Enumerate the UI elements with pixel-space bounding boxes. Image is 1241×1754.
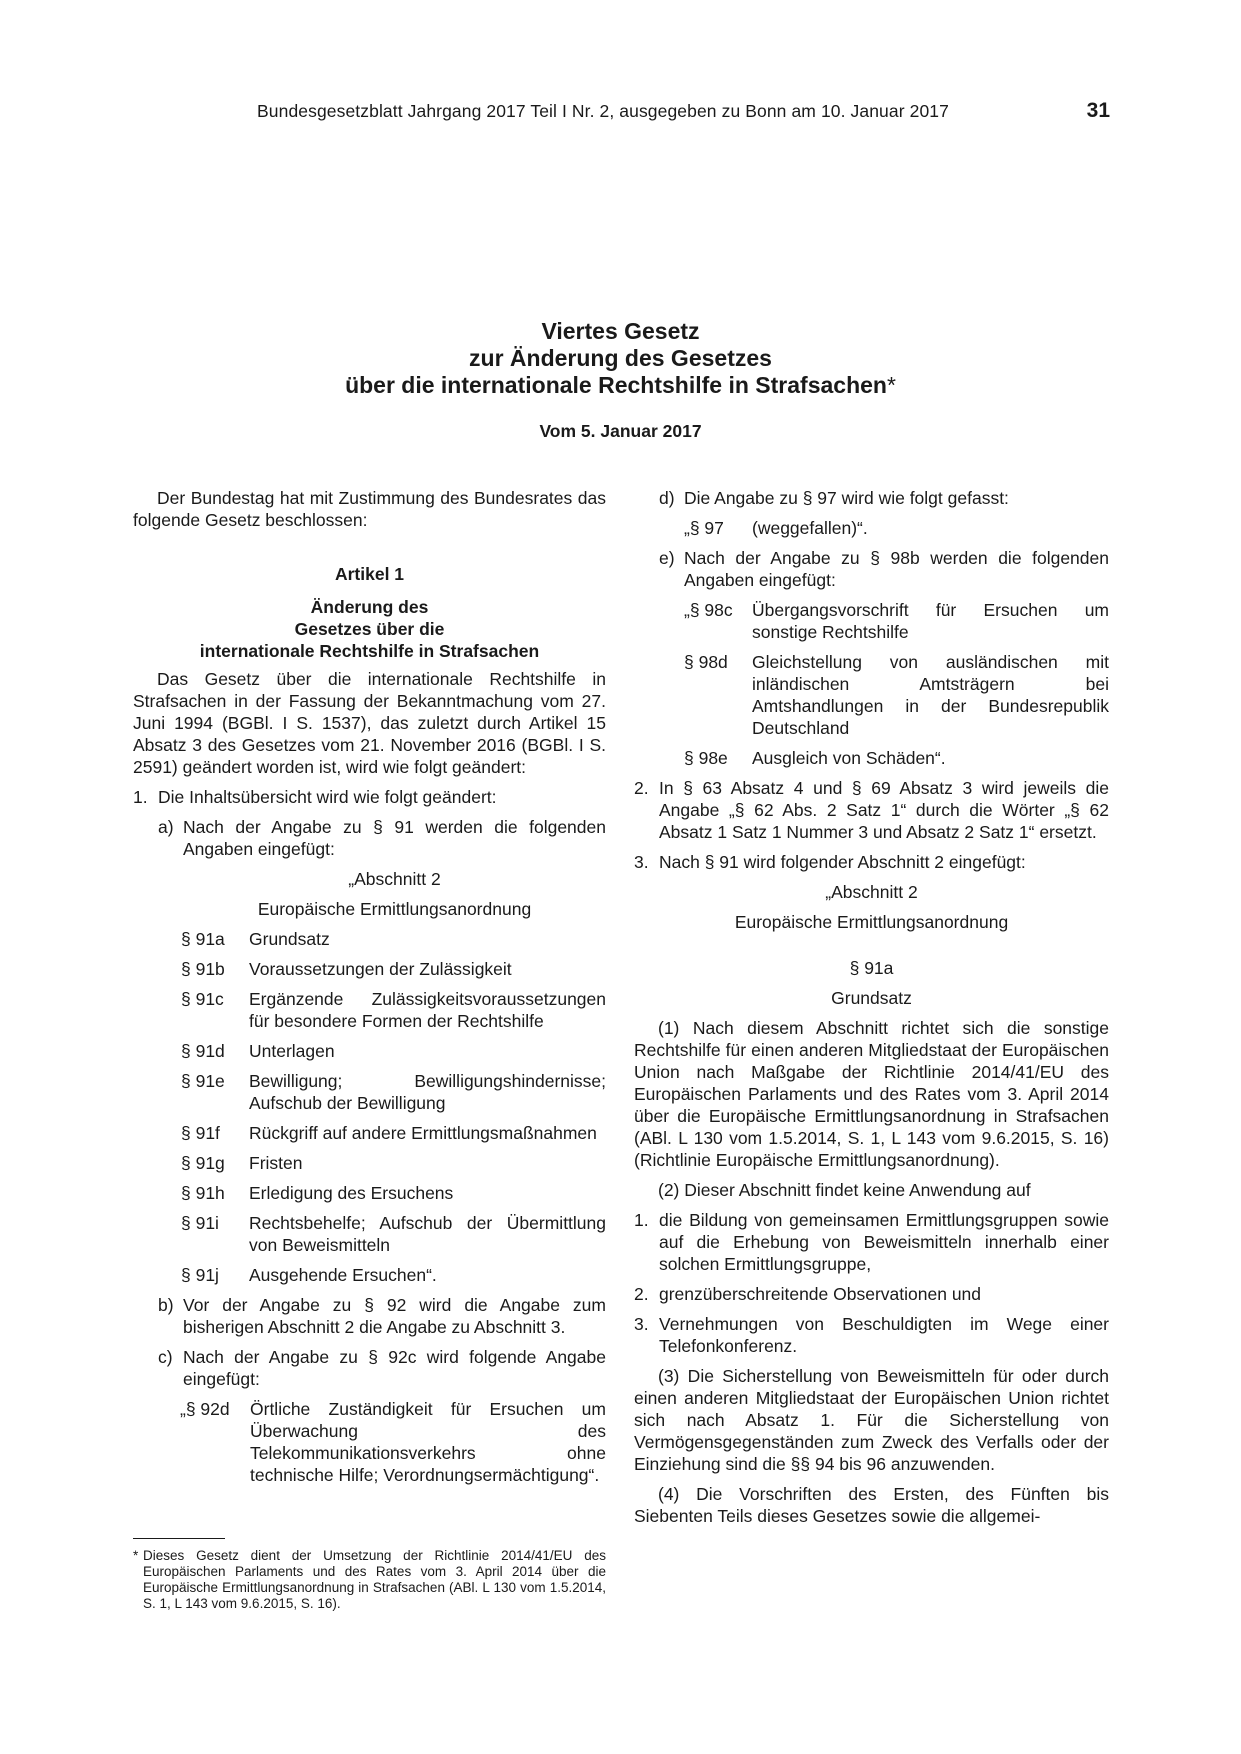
toc-section: § 98e — [684, 748, 728, 768]
toc-entry — [181, 1152, 606, 1174]
abschnitt-title: Europäische Ermittlungsanordnung — [734, 912, 1009, 932]
item-number: 3. — [634, 852, 649, 872]
sub-item-b — [158, 1294, 606, 1338]
exclusion-list — [634, 1209, 1109, 1357]
paragraph-3: (3) Die Sicherstellung von Beweismitteln für oder durch einen anderen Mitgliedstaat der Europäischen Union richtet sich nach Absatz 1. Für die Sicherstellung von Vermögensgegenständen zum Zweck des Verfalls oder der Einziehung sind die §§ 94 bis 96 anzuwenden. — [634, 1366, 1109, 1474]
item-number: 1. — [133, 787, 148, 807]
abschnitt-label: „Abschnitt 2 — [348, 869, 441, 889]
toc-text: Ergänzende Zulässigkeitsvoraussetzungen für besondere Formen der Rechtshilfe — [249, 989, 606, 1031]
sub-item-text: Nach der Angabe zu § 92c wird folgende Angabe eingefügt: — [183, 1347, 606, 1389]
artikel-subheading-2: Gesetzes über die — [294, 619, 445, 639]
toc-text: Rechtsbehelfe; Aufschub der Übermittlung von Beweismitteln — [249, 1213, 606, 1255]
artikel-heading: Artikel 1 — [334, 564, 405, 584]
toc-section: § 91h — [181, 1183, 225, 1203]
paragraph-2: (2) Dieser Abschnitt findet keine Anwendung auf — [658, 1180, 1031, 1200]
item-number: 3. — [634, 1314, 649, 1334]
sub-item-d — [659, 487, 1109, 509]
toc-section: § 91f — [181, 1123, 220, 1143]
document-title — [0, 318, 1241, 399]
paragraph-1: (1) Nach diesem Abschnitt richtet sich die sonstige Rechtshilfe für einen anderen Mitgliedstaat der Europäischen Union nach Maßgabe der Richtlinie 2014/41/EU des Europäischen Parlaments und des Rates vom 3. April 2014 über die Europäische Ermittlungsanordnung in Strafsachen (ABl. L 130 vom 1.5.2014, S. 1, L 143 vom 9.6.2015, S. 16) (Richtlinie Europäische Ermittlungsanordnung). — [634, 1018, 1109, 1170]
sub-item-letter: b) — [158, 1295, 174, 1315]
list-item — [634, 1313, 1109, 1357]
toc-text: Übergangsvorschrift für Ersuchen um sonstige Rechtshilfe — [752, 600, 1109, 642]
toc-entries — [634, 599, 1109, 769]
toc-text: Bewilligung; Bewilligungshindernisse; Aufschub der Bewilligung — [249, 1071, 606, 1113]
toc-section: § 98d — [684, 652, 728, 672]
sub-item-text: Die Angabe zu § 97 wird wie folgt gefasst: — [684, 488, 1009, 508]
list-item — [634, 777, 1109, 843]
toc-entry — [181, 1122, 606, 1144]
toc-text: Voraussetzungen der Zulässigkeit — [249, 959, 512, 979]
item-text: Die Inhaltsübersicht wird wie folgt geändert: — [158, 787, 497, 807]
title-line-3 — [0, 372, 1241, 399]
toc-entry — [181, 988, 606, 1032]
abschnitt-title: Europäische Ermittlungsanordnung — [257, 899, 532, 919]
toc-text: Örtliche Zuständigkeit für Ersuchen um Überwachung des Telekommunikationsverkehrs ohne technische Hilfe; Verordnungsermächtigung“. — [250, 1399, 606, 1485]
toc-entry — [181, 1070, 606, 1114]
item-text: Nach § 91 wird folgender Abschnitt 2 eingefügt: — [659, 852, 1026, 872]
sub-item-letter: e) — [659, 548, 675, 568]
list-item — [634, 1283, 1109, 1305]
toc-entry — [180, 1398, 606, 1486]
toc-entry — [181, 1212, 606, 1256]
toc-entry — [684, 599, 1109, 643]
section-title: Grundsatz — [831, 988, 912, 1008]
sub-item-c — [158, 1346, 606, 1390]
list-item — [133, 786, 606, 808]
item-text: Vernehmungen von Beschuldigten im Wege einer Telefonkonferenz. — [659, 1314, 1109, 1356]
title-line-1: Viertes Gesetz — [541, 318, 700, 344]
toc-section: § 91a — [181, 929, 225, 949]
sub-item-a — [158, 816, 606, 860]
sub-item-letter: a) — [158, 817, 174, 837]
footnote-rule — [133, 1538, 225, 1539]
toc-section: § 91g — [181, 1153, 225, 1173]
sub-item-letter: d) — [659, 488, 675, 508]
toc-entry — [181, 1264, 606, 1286]
artikel-subheading-1: Änderung des — [310, 597, 429, 617]
preamble: Der Bundestag hat mit Zustimmung des Bundesrates das folgende Gesetz beschlossen: — [133, 488, 606, 530]
toc-text: Unterlagen — [249, 1041, 335, 1061]
toc-section: § 91c — [181, 989, 224, 1009]
toc-text: Gleichstellung von ausländischen mit inländischen Amtsträgern bei Amtshandlungen in der Bundesrepublik Deutschland — [752, 652, 1109, 738]
right-column — [634, 487, 1109, 1527]
toc-entry — [181, 1040, 606, 1062]
toc-entry — [181, 1182, 606, 1204]
sub-item-text: Nach der Angabe zu § 91 werden die folgenden Angaben eingefügt: — [183, 817, 606, 859]
list-item — [634, 1209, 1109, 1275]
toc-entry — [181, 958, 606, 980]
toc-section: § 91i — [181, 1213, 219, 1233]
toc-text: (weggefallen)“. — [752, 518, 868, 538]
sub-item-e — [659, 547, 1109, 591]
toc-section: „§ 98c — [684, 600, 733, 620]
running-head: Bundesgesetzblatt Jahrgang 2017 Teil I Nr. 2, ausgegeben zu Bonn am 10. Januar 2017 — [257, 101, 949, 121]
item-text: In § 63 Absatz 4 und § 69 Absatz 3 wird jeweils die Angabe „§ 62 Abs. 2 Satz 1“ durch die Wörter „§ 62 Absatz 1 Satz 1 Nummer 3 und Absatz 2 Satz 1“ ersetzt. — [659, 778, 1109, 842]
toc-text: Grundsatz — [249, 929, 330, 949]
title-line-2: zur Änderung des Gesetzes — [469, 345, 772, 371]
item-number: 2. — [634, 1284, 649, 1304]
list-item — [634, 851, 1109, 873]
sub-item-text: Vor der Angabe zu § 92 wird die Angabe zum bisherigen Abschnitt 2 die Angabe zu Abschnitt 3. — [183, 1295, 606, 1337]
footnote-text: Dieses Gesetz dient der Umsetzung der Richtlinie 2014/41/EU des Europäischen Parlaments und des Rates vom 3. April 2014 über die Europäische Ermittlungsanordnung in Strafsachen (ABl. L 130 vom 1.5.2014, S. 1, L 143 vom 9.6.2015, S. 16). — [143, 1548, 606, 1611]
section-number: § 91a — [849, 958, 894, 978]
artikel-subheading-3: internationale Rechtshilfe in Strafsachen — [199, 641, 540, 661]
toc-text: Ausgleich von Schäden“. — [752, 748, 946, 768]
title-line-3-text: über die internationale Rechtshilfe in Strafsachen — [345, 372, 887, 398]
toc-entry — [181, 928, 606, 950]
toc-text: Rückgriff auf andere Ermittlungsmaßnahmen — [249, 1123, 597, 1143]
item-number: 2. — [634, 778, 649, 798]
toc-section: „§ 97 — [684, 518, 724, 538]
toc-entry — [684, 747, 1109, 769]
toc-section: § 91e — [181, 1071, 225, 1091]
paragraph-4: (4) Die Vorschriften des Ersten, des Fünften bis Siebenten Teils dieses Gesetzes sowie die allgemei- — [634, 1484, 1109, 1526]
toc-entries — [133, 928, 606, 1286]
abschnitt-label: „Abschnitt 2 — [825, 882, 918, 902]
toc-section: „§ 92d — [180, 1399, 230, 1419]
toc-text: Ausgehende Ersuchen“. — [249, 1265, 437, 1285]
footnote-marker: * — [133, 1548, 139, 1563]
toc-entry — [684, 517, 1109, 539]
item-text: grenzüberschreitende Observationen und — [659, 1284, 982, 1304]
toc-text: Fristen — [249, 1153, 303, 1173]
artikel-intro: Das Gesetz über die internationale Rechtshilfe in Strafsachen in der Fassung der Bekanntmachung vom 27. Juni 1994 (BGBl. I S. 1537), das zuletzt durch Artikel 15 Absatz 3 des Gesetzes vom 21. November 2016 (BGBl. I S. 2591) geändert worden ist, wird wie folgt geändert: — [133, 669, 606, 777]
footnote — [133, 1548, 606, 1612]
toc-section: § 91j — [181, 1265, 219, 1285]
item-text: die Bildung von gemeinsamen Ermittlungsgruppen sowie auf die Erhebung von Beweismitteln innerhalb einer solchen Ermittlungsgruppe, — [659, 1210, 1109, 1274]
toc-entry — [684, 651, 1109, 739]
item-number: 1. — [634, 1210, 649, 1230]
toc-section: § 91b — [181, 959, 225, 979]
left-column — [133, 487, 606, 1486]
title-footnote-marker: * — [886, 372, 896, 398]
sub-item-text: Nach der Angabe zu § 98b werden die folgenden Angaben eingefügt: — [684, 548, 1109, 590]
page-number: 31 — [1086, 99, 1110, 122]
toc-section: § 91d — [181, 1041, 225, 1061]
document-date: Vom 5. Januar 2017 — [539, 421, 702, 441]
toc-text: Erledigung des Ersuchens — [249, 1183, 454, 1203]
sub-item-letter: c) — [158, 1347, 173, 1367]
